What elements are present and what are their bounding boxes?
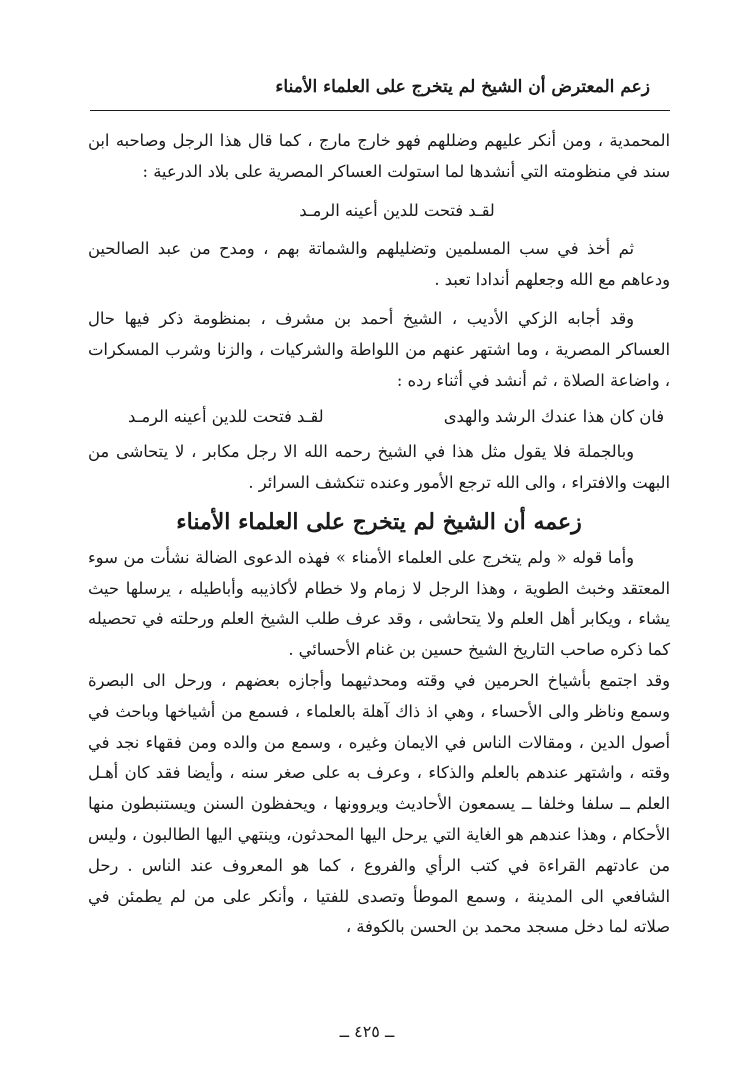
paragraph-6: وقد اجتمع بأشياخ الحرمين في وقته ومحدثيهما وأجازه بعضهم ، ورحل الى البصرة وسمع وناظر والى الأحساء ، وهي اذ ذاك آهلة بالعلماء ، فسمع من أشياخها وباحث في أصول الدين ، ومقالات الناس في الايمان وغيره ، وسمع من والده ومن فقهاء نجد في وقته ، واشتهر عندهم بالعلم والذكاء ، وعرف به على صغر سنه ، وأيضا فقد كان أهـل العلم ــ سلفا وخلفا ــ يسمعون الأحاديث ويروونها ، ويحفظون السنن ويستنبطون منها الأحكام ، وهذا عندهم هو الغاية التي يرحل اليها المحدثون، وينتهي اليها الطالبون ، وليس من عادتهم القراءة في كتب الرأي والفروع ، كما هو المعروف عند الناس . رحل الشافعي الى المدينة ، وسمع الموطأ وتصدى للفتيا ، وأنكر على من لم يطمئن في صلاته لما دخل مسجد محمد بن الحسن بالكوفة ،: [88, 670, 670, 937]
section-heading: زعمه أن الشيخ لم يتخرج على العلماء الأمناء: [176, 508, 582, 535]
paragraph-3: وقد أجابه الزكي الأديب ، الشيخ أحمد بن مشرف ، بمنظومة ذكر فيها حال العساكر المصرية ، وما اشتهر عنهم من اللواطة والشركيات ، والزنا وشرب المسكرات ، واضاعة الصلاة ، ثم أنشد في أثناء رده :: [88, 308, 670, 390]
paragraph-2: ثم أخذ في سب المسلمين وتضليلهم والشماتة بهم ، ومدح من عبد الصالحين ودعاهم مع الله وجعلهم أندادا تعبد .: [88, 239, 670, 290]
paragraph-1: المحمدية ، ومن أنكر عليهم وضللهم فهو خارج مارج ، كما قال هذا الرجل وصاحبه ابن سند في منظومته التي أنشدها لما استولت العساكر المصرية على بلاد الدرعية :: [88, 131, 670, 181]
verse-line-1: لقـد فتحت للدين أعينه الرمـد: [299, 200, 495, 220]
page-body: [88, 126, 670, 943]
running-head-title: زعم المعترض أن الشيخ لم يتخرج على العلماء الأمناء: [275, 77, 650, 97]
verse-hemistich-second: لقـد فتحت للدين أعينه الرمـد: [128, 407, 324, 427]
paragraph-5: وأما قوله « ولم يتخرج على العلماء الأمناء » فهذه الدعوى الضالة نشأت من سوء المعتقد وخبث الطوية ، وهذا الرجل لا زمام ولا خطام لأكاذيبه وأباطيله ، يرسلها حيث يشاء ، ويكابر أهل العلم ولا يتحاشى ، وقد عرف طلب الشيخ العلم ورحلته في تحصيله كما ذكره صاحب التاريخ الشيخ حسين بن غنام الأحسائي .: [88, 547, 670, 660]
verse-couplet: [88, 402, 670, 433]
paragraph-4: وبالجملة فلا يقول مثل هذا في الشيخ رحمه الله الا رجل مكابر ، لا يتحاشى من البهت والافتراء ، والى الله ترجع الأمور وعنده تنكشف السرائر .: [88, 442, 670, 492]
verse-hemistich-first: فان كان هذا عندك الرشد والهدى: [443, 407, 664, 427]
page-number: ــ ٤٢٥ ــ: [339, 1022, 395, 1041]
header-rule: [90, 110, 670, 111]
